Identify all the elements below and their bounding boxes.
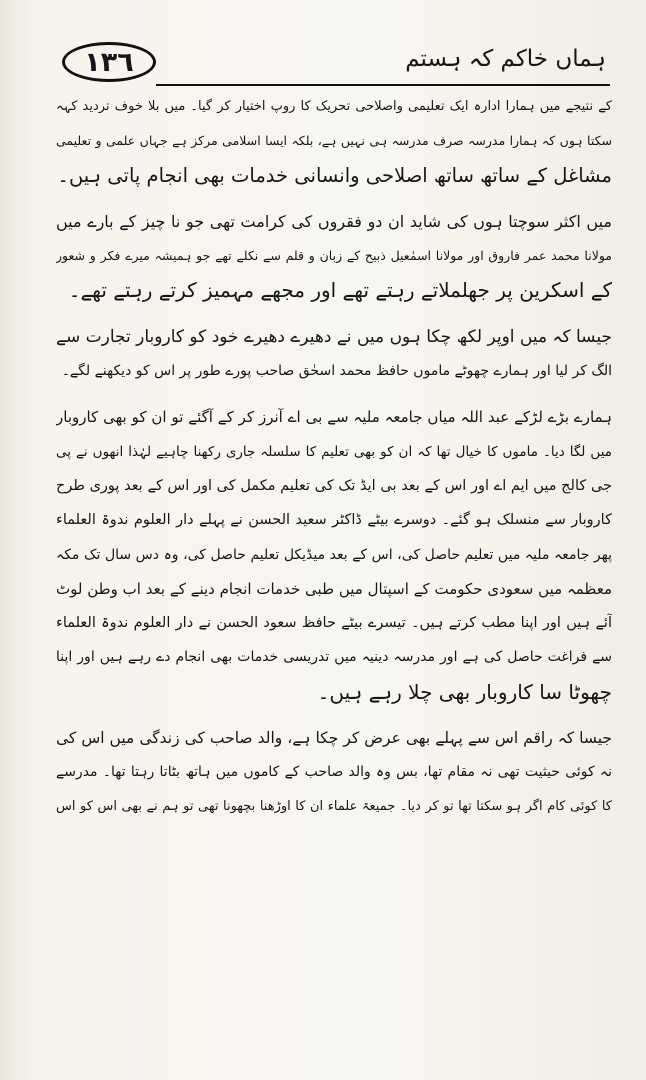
- text-line: کے اسکرین پر جھلملاتے رہتے تھے اور مجھے مہمیز کرتے رہتے تھے۔: [68, 278, 612, 303]
- paragraph: [56, 90, 612, 193]
- text-line: پھر جامعہ ملیہ میں تعلیم حاصل کی، اس کے بعد میڈیکل تعلیم حاصل کی، وہ دس سال تک مکہ: [56, 546, 612, 563]
- text-line: نہ کوئی حیثیت تھی نہ مقام تھا، بس وہ والد صاحب کے کاموں میں ہاتھ بٹاتا رہتا تھا۔ مدرسے: [56, 764, 612, 781]
- text-line: معظمہ میں سعودی حکومت کے اسپتال میں طبی خدمات انجام دینے کے بعد اب وطن لوٹ: [56, 579, 612, 598]
- page-number: ١٣٦: [62, 42, 156, 82]
- text-line: جیسا کہ میں اوپر لکھ چکا ہوں میں نے دھیرے دھیرے خود کو کاروبار تجارت سے: [56, 326, 612, 347]
- text-line: آئے ہیں اور اپنا مطب کرتے ہیں۔ تیسرے بیٹے حافظ سعود الحسن نے دار العلوم ندوۃ العلماء: [56, 615, 612, 632]
- paragraph: [56, 721, 612, 824]
- paragraph: [56, 320, 612, 389]
- paragraph: [56, 400, 612, 709]
- text-line: جیسا کہ راقم اس سے پہلے بھی عرض کر چکا ہے، والد صاحب کی زندگی میں اس کی: [56, 729, 612, 748]
- header-rule: [156, 84, 610, 86]
- text-line: کاروبار سے منسلک ہو گئے۔ دوسرے بیٹے ڈاکٹر سعید الحسن نے پہلے دار العلوم ندوۃ العلماء: [56, 512, 612, 529]
- text-line: میں اکثر سوچتا ہوں کی شاید ان دو فقروں کی کرامت تھی جو نا چیز کے بارے میں: [56, 211, 612, 231]
- running-title: ہماں خاکم کہ ہستم: [405, 46, 606, 72]
- paragraph: [56, 205, 612, 308]
- text-line: الگ کر لیا اور ہمارے چھوٹے ماموں حافظ محمد اسحٰق صاحب پورے طور پر اس کو دیکھنے لگے۔: [61, 363, 612, 380]
- text-line: مولانا محمد عمر فاروق اور مولانا اسمٰعیل ذبیح کے زبان و قلم سے نکلے تھے جو ہمیشہ میرے فکر و شعور: [56, 248, 612, 264]
- text-line: کا کوئی کام اگر ہو سکتا تھا تو کر دیا۔ جمیعۃ علماء ان کا اوڑھنا بچھونا تھی تو ہم نے بھی اس کو اس: [56, 798, 612, 814]
- text-line: ہمارے بڑے لڑکے عبد اللہ میاں جامعہ ملیہ سے بی اے آنرز کر کے آگئے تو ان کو بھی کاروبار: [56, 408, 612, 427]
- text-line: سکتا ہوں کہ ہمارا مدرسہ صرف مدرسہ ہی نہیں ہے، بلکہ ایسا اسلامی مرکز ہے جہاں علمی و تعلیمی: [56, 133, 612, 149]
- text-line: کے نتیجے میں ہمارا ادارہ ایک تعلیمی واصلاحی تحریک کا روپ اختیار کر گیا۔ میں بلا خوف تردید کہہ: [56, 99, 612, 114]
- text-line: سے فراغت حاصل کی ہے اور مدرسہ دینیہ میں تدریسی خدمات بھی انجام دے رہے ہیں اور اپنا: [56, 649, 612, 666]
- page-header: [40, 40, 610, 86]
- text-line: جی کالج میں ایم اے اور اس کے بعد بی ایڈ تک کی تعلیم مکمل کی اور اس کے بعد پوری طرح: [56, 477, 612, 494]
- body-text: [56, 90, 612, 836]
- text-line: مشاغل کے ساتھ ساتھ اصلاحی وانسانی خدمات بھی انجام پاتی ہیں۔: [57, 163, 612, 187]
- text-line: چھوٹا سا کاروبار بھی چلا رہے ہیں۔: [317, 679, 612, 704]
- text-line: میں لگا دیا۔ ماموں کا خیال تھا کہ ان کو بھی تعلیم کا سلسلہ جاری رکھنا چاہیے لہٰذا انھوں نے پی: [56, 443, 612, 460]
